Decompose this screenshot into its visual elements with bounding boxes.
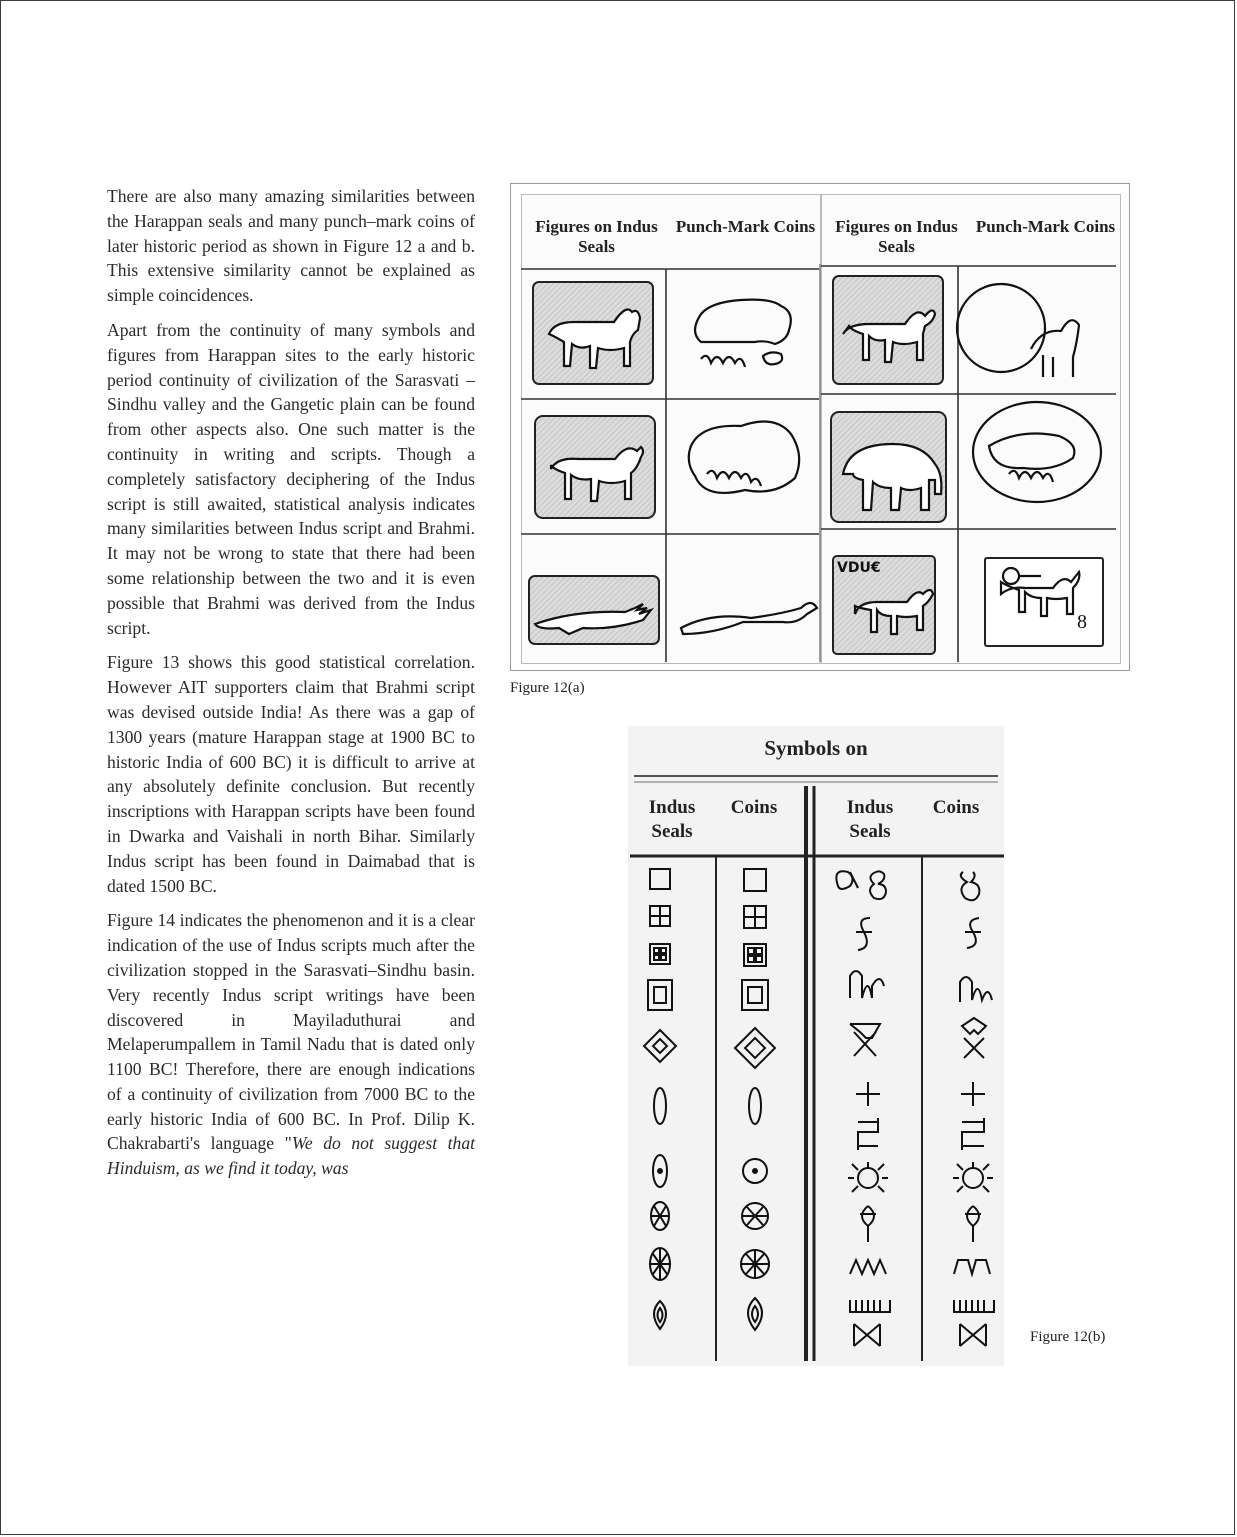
figure-12b [628, 726, 1004, 1366]
figure-12b-symbol-table [628, 726, 1004, 1366]
figure-12a-header-seals-2: Figures on Indus Seals [835, 217, 958, 256]
figure-12b-caption: Figure 12(b) [1030, 1329, 1106, 1345]
figure-12a-header-coins-2: Punch-Mark Coins [975, 217, 1116, 236]
figure-12b-title: Symbols on [764, 736, 868, 760]
figure-12a-header-seals-1: Figures on Indus Seals [535, 217, 658, 256]
svg-text:VDU€: VDU€ [837, 560, 881, 576]
paragraph-1: There are also many amazing similarities between the Harappan seals and many punch–mark coins of later historic period as shown in Figure 12 a and b. This extensive similarity cannot be explained as simple coincidences. [107, 186, 475, 306]
figure-12b-header-coins-1: Coins [730, 797, 778, 818]
figure-12a [510, 183, 1130, 671]
paragraph-4-quote: We do not suggest that Hinduism, as we find it today, was [107, 1133, 476, 1179]
figure-12a-drawing [511, 184, 1131, 672]
paragraph-3: Figure 13 shows this good statistical correlation. However AIT supporters claim that Brahmi script was devised outside India! As there was a gap of 1300 years (mature Harappan stage at 1900 BC to historic India of 600 BC) it is difficult to arrive at any absolutely definite conclusion. But recently inscriptions with Harappan scripts have been found in Dwarka and Vaishali in north Bihar. Similarly Indus script has been found in Daimabad that is dated 1500 BC. [107, 652, 475, 896]
paragraph-4 [107, 908, 475, 1181]
body-text-column [107, 184, 475, 1191]
paragraph-2: Apart from the continuity of many symbols and figures from Harappan sites to the early historic period continuity of civilization of the Sarasvati – Sindhu valley and the Gangetic plain can be found from other aspects also. One such matter is the continuity in writing and scripts. Though a completely satisfactory deciphering of the Indus script is still awaited, statistical analysis indicates many similarities between Indus script and Brahmi. It may not be wrong to state that there had been some relationship between the two and it is even possible that Brahmi was derived from the Indus script. [107, 319, 475, 638]
svg-text:8: 8 [1077, 611, 1087, 633]
figure-12b-header-indus-seals-1: Indus Seals [648, 797, 696, 842]
figure-12a-header-coins-1: Punch-Mark Coins [675, 217, 816, 236]
figure-12b-header-coins-2: Coins [932, 797, 980, 818]
figure-12b-header-indus-seals-2: Indus Seals [846, 797, 894, 842]
figure-12a-caption: Figure 12(a) [510, 680, 585, 696]
paragraph-4-text: Figure 14 indicates the phenomenon and it is a clear indication of the use of Indus scripts much after the civilization stopped in the Sarasvati–Sindhu basin. Very recently Indus script writings have been discovered in Mayiladuthurai and Melaperumpallem in Tamil Nadu that is dated only 1100 BC! Therefore, there are enough indications of a continuity of civilization from 7000 BC to the early historic India of 600 BC. In Prof. Dilip K. Chakrabarti's language " [107, 910, 475, 1154]
